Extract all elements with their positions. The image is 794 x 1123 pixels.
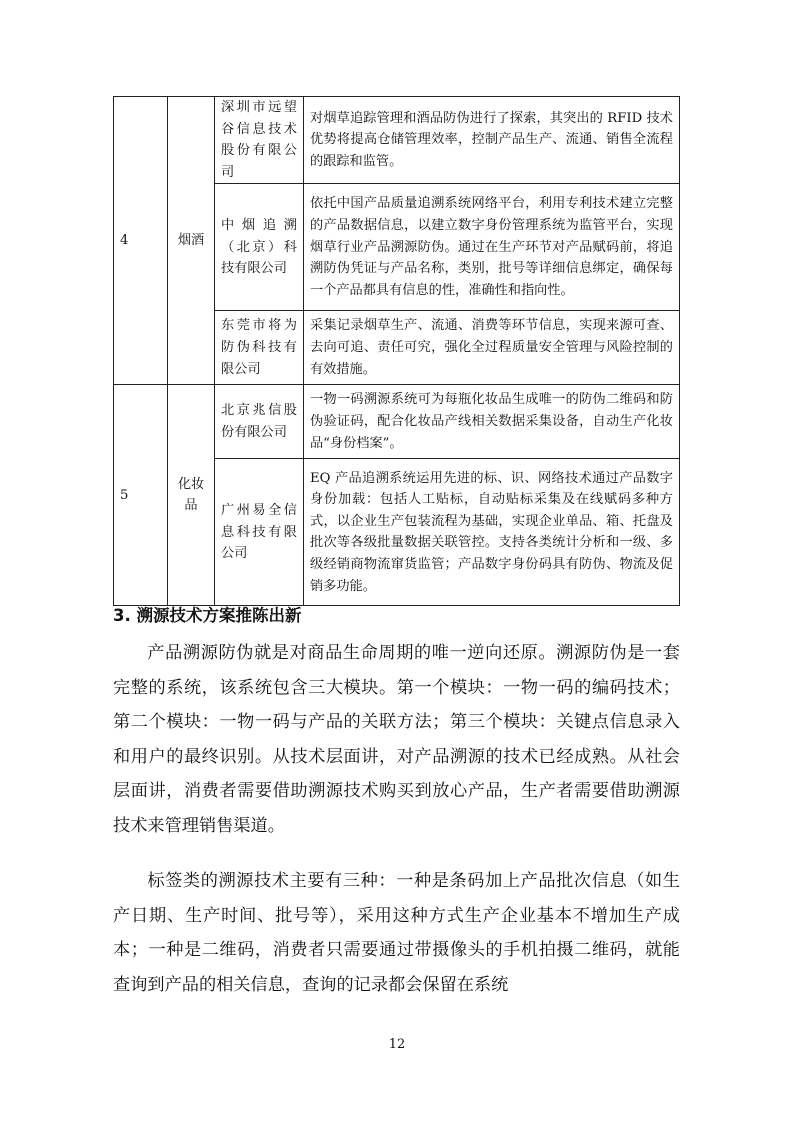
table-row (114, 97, 680, 184)
page-number: 12 (388, 1037, 406, 1052)
company-cell: 中烟追溯（北京）科技有限公司 (215, 184, 304, 311)
company-cell: 广州易全信息科技有限公司 (215, 459, 304, 606)
body-paragraph: 标签类的溯源技术主要有三种：一种是条码加上产品批次信息（如生产日期、生产时间、批号等），采用这种方式生产企业基本不增加生产成本；一种是二维码，消费者只需要通过带摄像头的手机拍摄二维码，就能查询到产品的相关信息，查询的记录都会保留在系统 (113, 871, 680, 995)
description-cell: 依托中国产品质量追溯系统网络平台，利用专利技术建立完整的产品数据信息，以建立数字身份管理系统为监管平台，实现烟草行业产品溯源防伪。通过在生产环节对产品赋码前，将追溯防伪凭证与产品名称，类别，批号等详细信息绑定，确保每一个产品都具有信息的性，准确性和指向性。 (304, 184, 680, 311)
company-cell: 深圳市远望谷信息技术股份有限公司 (215, 97, 304, 184)
description-cell: 采集记录烟草生产、流通、消费等环节信息，实现来源可查、去向可追、责任可究，强化全过程质量安全管理与风险控制的有效措施。 (304, 311, 680, 385)
section-heading: 3. 溯源技术方案推陈出新 (113, 606, 302, 625)
description-cell: EQ 产品追溯系统运用先进的标、识、网络技术通过产品数字身份加载：包括人工贴标，自动贴标采集及在线赋码多种方式，以企业生产包装流程为基础，实现企业单品、箱、托盘及批次等各级批量数据关联管控。支持各类统计分析和一级、多级经销商物流窜货监管；产品数字身份码具有防伪、物流及促销多功能。 (304, 459, 680, 606)
description-cell: 一物一码溯源系统可为每瓶化妆品生成唯一的防伪二维码和防伪验证码，配合化妆品产线相关数据采集设备，自动生产化妆品“身份档案”。 (304, 385, 680, 459)
body-paragraph: 产品溯源防伪就是对商品生命周期的唯一逆向还原。溯源防伪是一套完整的系统，该系统包含三大模块。第一个模块：一物一码的编码技术；第二个模块：一物一码与产品的关联方法；第三个模块：关键点信息录入和用户的最终识别。从技术层面讲，对产品溯源的技术已经成熟。从社会层面讲，消费者需要借助溯源技术购买到放心产品，生产者需要借助溯源技术来管理销售渠道。 (113, 643, 680, 836)
company-table (113, 96, 680, 606)
table-row (114, 385, 680, 459)
row-number: 5 (114, 385, 168, 606)
category-cell: 烟酒 (168, 97, 215, 385)
company-cell: 东莞市将为防伪科技有限公司 (215, 311, 304, 385)
category-cell: 化妆品 (168, 385, 215, 606)
row-number: 4 (114, 97, 168, 385)
company-cell: 北京兆信股份有限公司 (215, 385, 304, 459)
description-cell: 对烟草追踪管理和酒品防伪进行了探索，其突出的 RFID 技术优势将提高仓储管理效率，控制产品生产、流通、销售全流程的跟踪和监管。 (304, 97, 680, 184)
